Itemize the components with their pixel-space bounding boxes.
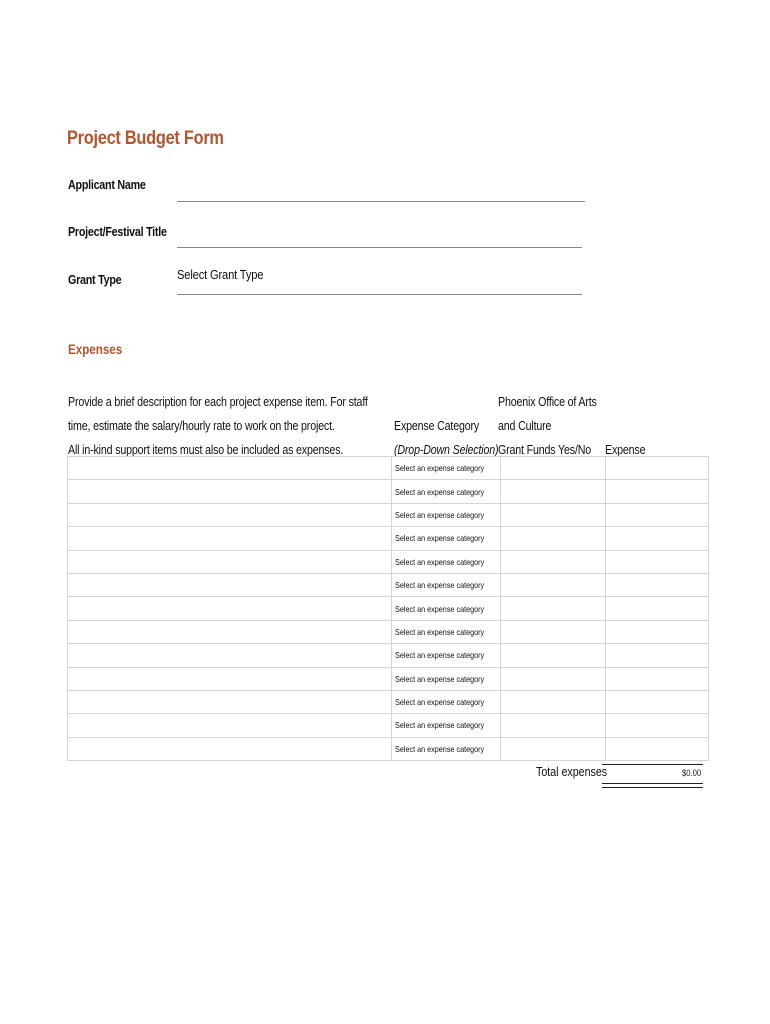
table-row [68,457,709,480]
expense-amount-cell[interactable] [605,457,708,480]
category-select-text: Select an expense category [395,509,485,520]
category-select[interactable] [392,550,501,573]
category-select[interactable] [392,714,501,737]
category-header-line: (Drop-Down Selection) [394,442,499,457]
table-row [68,667,709,690]
category-select[interactable] [392,597,501,620]
description-cell[interactable] [68,527,392,550]
category-select-text: Select an expense category [395,486,485,497]
expense-amount-cell[interactable] [605,527,708,550]
category-select[interactable] [392,480,501,503]
description-cell[interactable] [68,737,392,760]
table-row [68,597,709,620]
description-cell[interactable] [68,620,392,643]
applicant-name-label: Applicant Name [68,178,146,192]
description-cell[interactable] [68,690,392,713]
expense-amount-cell[interactable] [605,480,708,503]
expense-amount-cell[interactable] [605,714,708,737]
category-select[interactable] [392,527,501,550]
funds-header-line: and Culture [498,418,552,433]
category-select[interactable] [392,644,501,667]
funds-header-line: Phoenix Office of Arts [498,394,597,409]
table-row [68,714,709,737]
category-select-text: Select an expense category [395,743,485,754]
description-cell[interactable] [68,480,392,503]
table-row [68,480,709,503]
grant-funds-cell[interactable] [500,503,605,526]
description-cell[interactable] [68,573,392,596]
grant-funds-cell[interactable] [500,667,605,690]
total-double-rule [602,783,703,784]
table-row [68,620,709,643]
category-column-header [394,414,498,462]
table-row [68,644,709,667]
applicant-name-field[interactable] [177,201,585,202]
description-cell[interactable] [68,714,392,737]
expense-amount-cell[interactable] [605,737,708,760]
total-top-rule [602,764,703,765]
total-double-rule [602,787,703,788]
category-select-text: Select an expense category [395,580,485,591]
table-row [68,573,709,596]
total-expenses-value: $0.00 [682,768,702,778]
description-line: Provide a brief description for each project expense item. For staff [68,394,368,409]
grant-funds-cell[interactable] [500,714,605,737]
category-select-text: Select an expense category [395,556,485,567]
grant-funds-cell[interactable] [500,573,605,596]
table-row [68,527,709,550]
grant-funds-cell[interactable] [500,550,605,573]
expense-amount-cell[interactable] [605,667,708,690]
category-select-text: Select an expense category [395,650,485,661]
expenses-table-body [68,457,709,761]
category-select-text: Select an expense category [395,603,485,614]
table-row [68,503,709,526]
table-row [68,690,709,713]
category-select-text: Select an expense category [395,697,485,708]
expenses-table [67,456,709,761]
expense-column-header: Expense [605,442,646,457]
grant-funds-cell[interactable] [500,690,605,713]
expense-amount-cell[interactable] [605,573,708,596]
description-cell[interactable] [68,550,392,573]
category-select[interactable] [392,620,501,643]
expense-amount-cell[interactable] [605,620,708,643]
project-title-field[interactable] [177,247,582,248]
table-row [68,737,709,760]
category-select[interactable] [392,690,501,713]
category-select-text: Select an expense category [395,720,485,731]
description-cell[interactable] [68,597,392,620]
category-select[interactable] [392,503,501,526]
grant-type-label: Grant Type [68,273,122,287]
expenses-section-title: Expenses [68,342,123,357]
grant-funds-cell[interactable] [500,620,605,643]
expense-amount-cell[interactable] [605,644,708,667]
funds-header-line: Grant Funds Yes/No [498,442,592,457]
project-title-label: Project/Festival Title [68,225,167,239]
description-line: All in-kind support items must also be included as expenses. [68,442,344,457]
grant-funds-cell[interactable] [500,457,605,480]
category-select-text: Select an expense category [395,463,485,474]
description-cell[interactable] [68,667,392,690]
grant-funds-cell[interactable] [500,597,605,620]
description-cell[interactable] [68,644,392,667]
table-row [68,550,709,573]
grant-type-underline [177,294,582,295]
expenses-description [68,390,368,462]
funds-column-header [498,390,597,462]
category-select-text: Select an expense category [395,533,485,544]
expense-amount-cell[interactable] [605,503,708,526]
grant-funds-cell[interactable] [500,480,605,503]
description-cell[interactable] [68,503,392,526]
description-cell[interactable] [68,457,392,480]
description-line: time, estimate the salary/hourly rate to work on the project. [68,418,335,433]
category-select-text: Select an expense category [395,626,485,637]
category-select[interactable] [392,667,501,690]
category-select[interactable] [392,737,501,760]
category-select-text: Select an expense category [395,673,485,684]
grant-funds-cell[interactable] [500,527,605,550]
grant-funds-cell[interactable] [500,737,605,760]
total-expenses-label: Total expenses [536,764,608,779]
category-select[interactable] [392,457,501,480]
grant-funds-cell[interactable] [500,644,605,667]
expense-amount-cell[interactable] [605,597,708,620]
category-select[interactable] [392,573,501,596]
form-title: Project Budget Form [67,128,224,149]
grant-type-select[interactable]: Select Grant Type [177,267,264,282]
expense-amount-cell[interactable] [605,690,708,713]
expense-amount-cell[interactable] [605,550,708,573]
category-header-line: Expense Category [394,418,480,433]
